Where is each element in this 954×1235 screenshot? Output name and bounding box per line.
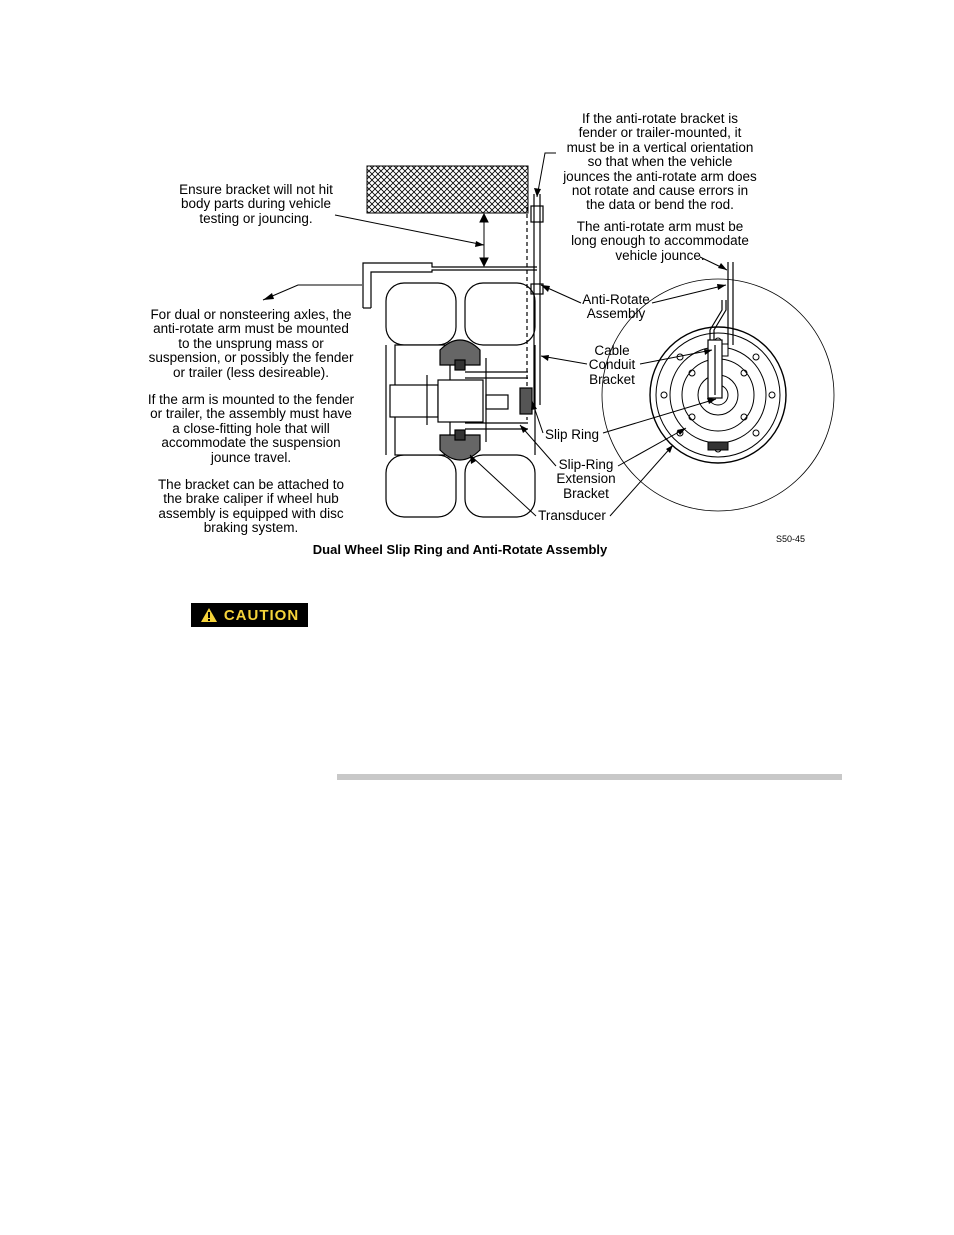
label-slip-ring-extension-bracket: Slip-Ring Extension Bracket bbox=[556, 457, 616, 501]
clearance-arrow bbox=[480, 214, 488, 266]
anti-rotate-arm-front bbox=[708, 262, 733, 398]
label-cable-conduit-bracket: Cable Conduit Bracket bbox=[588, 343, 636, 387]
l-bracket bbox=[363, 263, 537, 308]
axle-hub-section bbox=[390, 340, 532, 460]
figure-id: S50-45 bbox=[776, 534, 806, 544]
caution-badge bbox=[191, 603, 308, 627]
slip-ring-diagram bbox=[0, 0, 954, 560]
label-dual-axles: For dual or nonsteering axles, the anti-rotate arm must be mounted to the unsprung mass or suspension, or possibly the fender or trailer (less desireable). bbox=[148, 307, 354, 380]
label-transducer: Transducer bbox=[538, 508, 606, 523]
section-divider bbox=[337, 774, 842, 780]
label-fender-mount: If the arm is mounted to the fender or trailer, the assembly must have a close-fitting hole that will accommodate the suspension jounce travel. bbox=[147, 392, 355, 465]
figure-caption: Dual Wheel Slip Ring and Anti-Rotate Assembly bbox=[312, 542, 608, 557]
label-bracket-orientation: If the anti-rotate bracket is fender or trailer-mounted, it must be in a vertical orientation so that when the vehicle jounces the anti-rotate arm does not rotate and cause errors in the data or bend the rod. bbox=[563, 111, 757, 213]
label-brake-caliper: The bracket can be attached to the brake caliper if wheel hub assembly is equipped with disc braking system. bbox=[157, 477, 345, 536]
label-anti-rotate-assembly: Anti-Rotate Assembly bbox=[582, 292, 650, 322]
label-arm-length: The anti-rotate arm must be long enough to accommodate vehicle jounce. bbox=[571, 219, 749, 263]
body-part-block bbox=[367, 166, 528, 213]
label-slip-ring: Slip Ring bbox=[544, 427, 600, 442]
label-ensure-bracket: Ensure bracket will not hit body parts during vehicle testing or jouncing. bbox=[179, 182, 333, 226]
caution-label: CAUTION bbox=[223, 606, 300, 624]
warning-triangle-icon bbox=[200, 607, 218, 623]
